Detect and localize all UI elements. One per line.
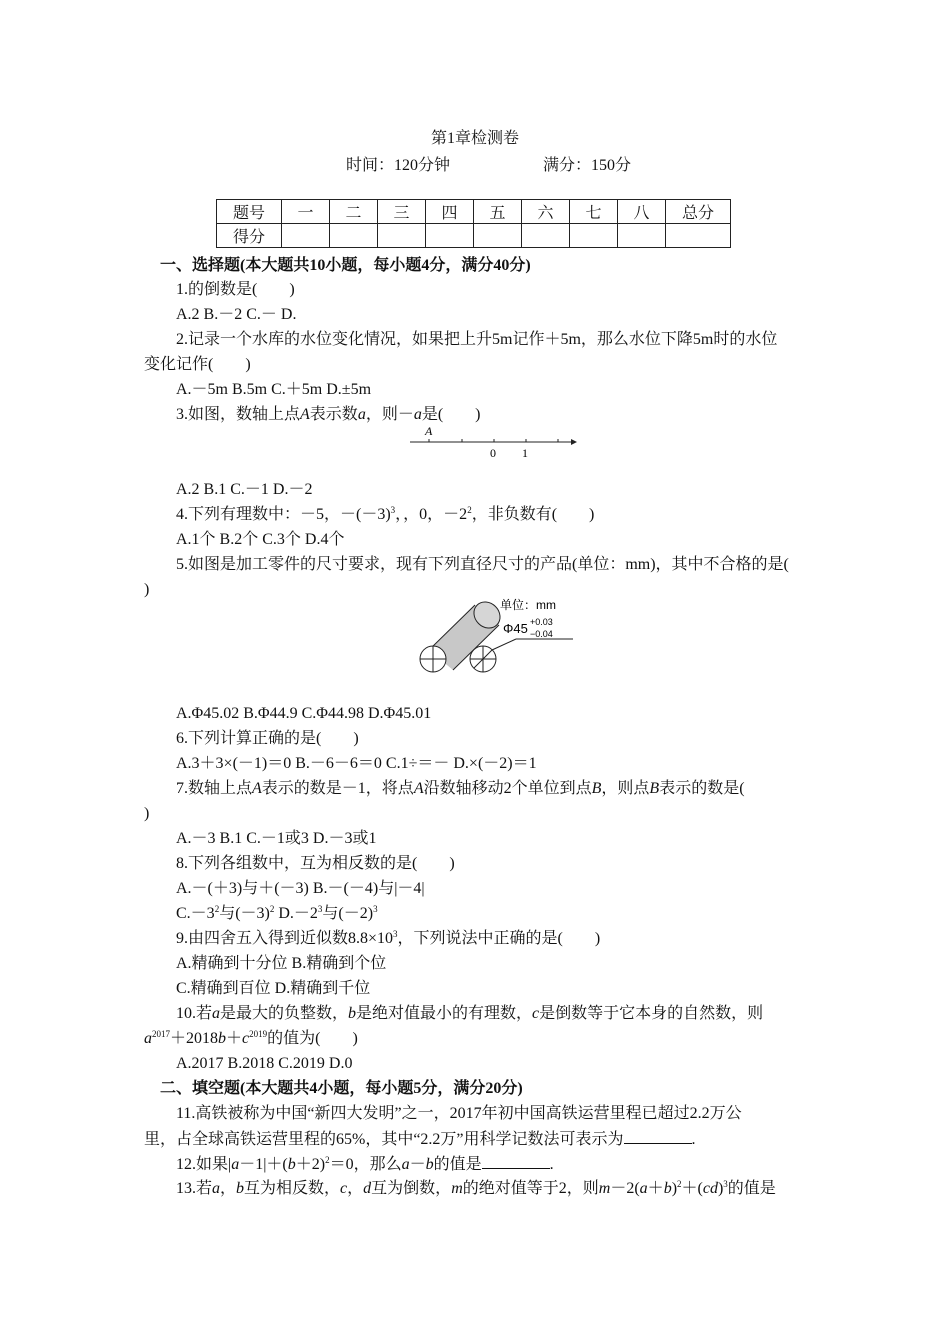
score-cell[interactable] [666,224,731,248]
leader-line [492,639,516,650]
score-cell[interactable] [282,224,330,248]
score-table [216,199,731,248]
q3-options: A.2 B.1 C.－1 D.－2 [176,481,313,498]
q5-stem-cont: ) [144,581,150,598]
unit-label: 单位：mm [500,598,556,612]
diameter-label: Φ45 [503,621,528,636]
q8-options-1: A.－(＋3)与＋(－3) B.－(－4)与|－4| [176,880,425,897]
q4-options: A.1个 B.2个 C.3个 D.4个 [176,531,345,548]
one-label: 1 [522,446,528,460]
q12-stem: 12.如果$|a-1|+(b+2)^2=0$，那么a－b的值是 . [176,1155,554,1173]
table-cell: 三 [378,200,426,224]
q2-stem-cont: 变化记作( ) [144,356,251,373]
point-a-label: A [425,424,433,438]
q10-stem-cont: $a^{2017}+2018b+c^{2019}$的值为( ) [144,1029,358,1047]
q1-options: A.2 B.－2 C.－ D. [176,306,297,323]
q6-stem: 6.下列计算正确的是( ) [176,730,359,747]
q6-options: A.3＋3×(－1)＝0 B.－6－6＝0 C.1÷＝－ D.×(－2)＝1 [176,755,537,772]
answer-blank[interactable] [482,1154,550,1169]
page-title: 第1章检测卷 [430,130,519,147]
table-cell: 七 [570,200,618,224]
q5-stem: 5.如图是加工零件的尺寸要求，现有下列直径尺寸的产品(单位：mm)，其中不合格的是( [176,556,789,573]
q11-stem: 11.高铁被称为中国“新四大发明”之一，2017年初中国高铁运营里程已超过2.2万公 [176,1105,742,1122]
section2-heading: 二、填空题(本大题共4小题，每小题5分，满分20分) [160,1080,523,1097]
score-table-score-row [217,224,731,248]
number-line-figure [405,422,580,462]
q8-options-2: $C.-3^2$与$(-3)^2$ $D.-2^3$与$(-2)^3$ [176,904,378,922]
q1-stem: 1.的倒数是( ) [176,281,295,298]
q9-options-1: A.精确到十分位 B.精确到个位 [176,955,387,972]
table-cell: 总分 [666,200,731,224]
q10-options: A.2017 B.2018 C.2019 D.0 [176,1055,353,1072]
cylinder-part-figure [413,595,583,677]
q2-options: A.－5m B.5m C.＋5m D.±5m [176,381,372,398]
q7-stem: 7.数轴上点A表示的数是－1，将点A沿数轴移动2个单位到点B，则点B表示的数是( [176,780,745,797]
q7-stem-cont: ) [144,805,150,822]
zero-label: 0 [490,446,496,460]
table-cell: 八 [618,200,666,224]
table-cell: 题号 [217,200,282,224]
table-cell: 一 [282,200,330,224]
score-cell[interactable] [522,224,570,248]
q5-options: A.Φ45.02 B.Φ44.9 C.Φ44.98 D.Φ45.01 [176,705,432,722]
score-cell[interactable] [618,224,666,248]
lower-tolerance: −0.04 [530,629,553,639]
q11-stem-cont: 里，占全球高铁运营里程的65%，其中“2.2万”用科学记数法可表示为 . [144,1131,696,1148]
table-cell: 得分 [217,224,282,248]
arrow-right-icon [571,439,577,445]
upper-tolerance: +0.03 [530,617,553,627]
table-cell: 四 [426,200,474,224]
score-table-header-row [217,200,731,224]
score-cell[interactable] [570,224,618,248]
full-score: 满分：150分 [543,157,632,174]
table-cell: 五 [474,200,522,224]
answer-blank[interactable] [624,1129,692,1144]
time-limit: 时间：120分钟 [346,157,451,174]
score-cell[interactable] [330,224,378,248]
q13-stem: 13.若a，b互为相反数，c，d互为倒数，m的绝对值等于2，则$m-2(a+b)^2+(cd)^3$的值是 [176,1179,776,1197]
table-cell: 六 [522,200,570,224]
q8-stem: 8.下列各组数中，互为相反数的是( ) [176,855,455,872]
score-cell[interactable] [426,224,474,248]
q7-options: A.－3 B.1 C.－1或3 D.－3或1 [176,830,377,847]
score-cell[interactable] [378,224,426,248]
q9-options-2: C.精确到百位 D.精确到千位 [176,980,371,997]
table-cell: 二 [330,200,378,224]
q9-stem: 9.由四舍五入得到近似数$8.8\times 10^3$，下列说法中正确的是( ) [176,929,601,947]
q4-stem: 4.下列有理数中：－5，$-(-3)^3$，，0，$-2^2$，非负数有( ) [176,505,595,523]
q2-stem: 2.记录一个水库的水位变化情况，如果把上升5m记作＋5m，那么水位下降5m时的水位 [176,331,778,348]
section1-heading: 一、选择题(本大题共10小题，每小题4分，满分40分) [160,257,531,274]
q10-stem: 10.若a是最大的负整数，b是绝对值最小的有理数，c是倒数等于它本身的自然数，则 [176,1005,764,1022]
q3-stem: 3.如图，数轴上点A表示数a，则－a是( ) [176,406,481,423]
score-cell[interactable] [474,224,522,248]
